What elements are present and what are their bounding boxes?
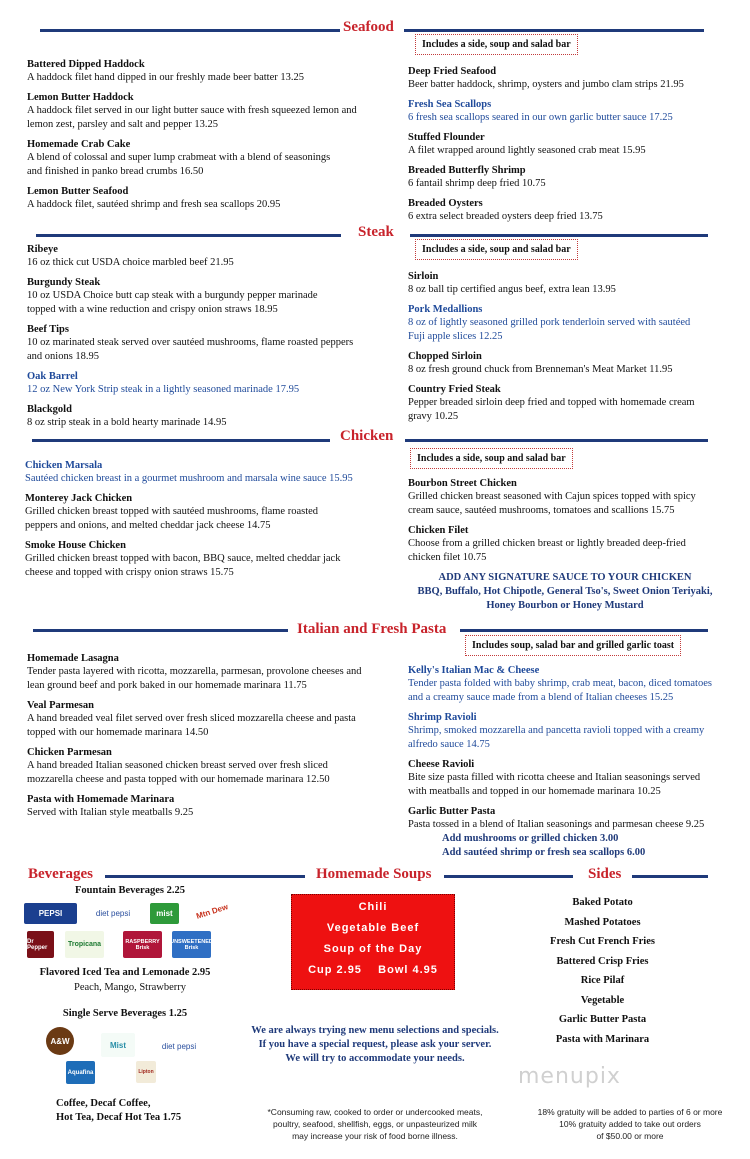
- menu-item: Fresh Sea Scallops 6 fresh sea scallops seared in our own garlic butter sauce 17.25: [408, 99, 673, 123]
- fountain-beverages-label: Fountain Beverages 2.25: [75, 885, 185, 896]
- unsweetened-brisk-logo-icon: UNSWEETENED Brisk: [172, 931, 211, 958]
- divider: [405, 439, 708, 442]
- side-item: Fresh Cut French Fries: [550, 936, 655, 947]
- menu-item: Sirloin 8 oz ball tip certified angus beef, extra lean 13.95: [408, 271, 616, 295]
- menu-item: Garlic Butter Pasta Pasta tossed in a blend of Italian seasonings and parmesan cheese 9.25: [408, 806, 705, 830]
- menu-item: Pork Medallions 8 oz of lightly seasoned grilled pork tenderloin served with sautéed Fuji apple slices 12.25: [408, 304, 691, 342]
- section-title-sides: Sides: [588, 866, 622, 882]
- menu-item: Battered Dipped Haddock A haddock filet hand dipped in our freshly made beer batter 13.25: [27, 59, 304, 83]
- steak-left-column: [27, 243, 362, 436]
- menu-item: Bourbon Street Chicken Grilled chicken breast seasoned with Cajun spices topped with spicy cream sauce, sautéed mushrooms, tomatoes and scallions 15.75: [408, 478, 696, 516]
- a-and-w-logo-icon: A&W: [46, 1027, 74, 1055]
- gratuity-note: 18% gratuity will be added to parties of 6 or more 10% gratuity added to take out orders of $50.00 or more: [537, 1107, 723, 1141]
- mist-twst-logo-icon: Mist: [101, 1033, 135, 1057]
- menu-item: Homemade Lasagna Tender pasta layered with ricotta, mozzarella, parmesan, provolone cheeses and lean ground beef and pork baked in our homemade marinara 11.75: [27, 653, 362, 691]
- menu-item: Oak Barrel 12 oz New York Strip steak in a lightly seasoned marinade 17.95: [27, 371, 300, 395]
- menu-item: Country Fried Steak Pepper breaded sirloin deep fried and topped with homemade cream gravy 10.25: [408, 384, 695, 422]
- iced-tea-label: Flavored Iced Tea and Lemonade 2.95: [39, 967, 211, 978]
- includes-note: Includes a side, soup and salad bar: [410, 448, 573, 469]
- tropicana-logo-icon: Tropicana: [65, 931, 104, 958]
- side-item: Mashed Potatoes: [564, 916, 641, 928]
- food-safety-warning: *Consuming raw, cooked to order or undercooked meats, poultry, seafood, shellfish, eggs, or unpasteurized milk may increase your risk of food borne illness.: [267, 1107, 483, 1141]
- menu-item: Chicken Marsala Sautéed chicken breast in a gourmet mushroom and marsala wine sauce 15.95: [25, 460, 353, 484]
- side-item: Battered Crisp Fries: [556, 955, 649, 967]
- menu-item: Lemon Butter Haddock A haddock filet served in our light butter sauce with fresh squeezed lemon and lemon zest, parsley and salt and pepper 13.25: [27, 92, 357, 130]
- menu-item: Chopped Sirloin 8 oz fresh ground chuck from Brenneman's Meat Market 11.95: [408, 351, 673, 375]
- steak-right-column: [408, 270, 708, 430]
- side-item: Pasta with Marinara: [555, 1033, 650, 1045]
- mist-logo-icon: mist: [150, 903, 179, 924]
- menu-item: Cheese Ravioli Bite size pasta filled with ricotta cheese and Italian seasonings served with meatballs and topped in our homemade marinara 10.25: [408, 759, 701, 797]
- menu-item: Kelly's Italian Mac & Cheese Tender pasta folded with baby shrimp, crab meat, bacon, diced tomatoes and a creamy sauce made from a blend of Italian cheeses 15.25: [408, 665, 712, 703]
- menu-item: Shrimp Ravioli Shrimp, smoked mozzarella and pancetta ravioli topped with a creamy alfredo sauce 14.75: [408, 712, 705, 750]
- lipton-logo-icon: Lipton: [136, 1061, 156, 1083]
- menu-item: Smoke House Chicken Grilled chicken breast topped with bacon, BBQ sauce, melted cheddar jack cheese and topped with crispy onion straws 15.75: [25, 540, 341, 578]
- menu-item: Ribeye 16 oz thick cut USDA choice marbled beef 21.95: [27, 244, 234, 268]
- pasta-left-column: [27, 652, 372, 826]
- divider: [460, 629, 708, 632]
- divider: [240, 875, 305, 878]
- side-item: Baked Potato: [572, 897, 633, 908]
- watermark: menupix: [518, 1064, 621, 1089]
- section-title-soups: Homemade Soups: [316, 866, 432, 882]
- menu-item: Chicken Parmesan A hand breaded Italian seasoned chicken breast served over fresh sliced mozzarella cheese and pasta topped with our homemade marinara 12.50: [27, 747, 330, 785]
- menu-item: Monterey Jack Chicken Grilled chicken breast topped with sautéed mushrooms, flame roasted peppers and onions, and melted cheddar jack cheese 14.75: [25, 493, 319, 531]
- includes-note: Includes a side, soup and salad bar: [415, 239, 578, 260]
- soup-item: Chili: [358, 901, 388, 913]
- section-title-seafood: Seafood: [343, 19, 394, 35]
- dr-pepper-logo-icon: Dr Pepper: [27, 931, 54, 958]
- soup-item: Vegetable Beef: [326, 922, 420, 934]
- soup-price: Cup 2.95 Bowl 4.95: [308, 964, 438, 976]
- diet-pepsi-logo-icon: diet pepsi: [88, 903, 138, 924]
- hot-drinks-label: Coffee, Decaf Coffee, Hot Tea, Decaf Hot Tea 1.75: [56, 1098, 182, 1123]
- divider: [500, 875, 573, 878]
- side-item: Vegetable: [580, 994, 625, 1006]
- side-item: Rice Pilaf: [580, 975, 625, 986]
- includes-note: Includes a side, soup and salad bar: [415, 34, 578, 55]
- section-title-chicken: Chicken: [340, 428, 394, 444]
- menu-item: Veal Parmesan A hand breaded veal filet served over fresh sliced mozzarella cheese and pasta topped with our homemade marinara 14.50: [27, 700, 356, 738]
- divider: [36, 234, 341, 237]
- section-title-pasta: Italian and Fresh Pasta: [297, 621, 447, 637]
- divider: [40, 29, 340, 32]
- pepsi-logo-icon: PEPSI: [24, 903, 77, 924]
- raspberry-brisk-logo-icon: RASPBERRY Brisk: [123, 931, 162, 958]
- divider: [404, 29, 704, 32]
- divider: [32, 439, 330, 442]
- iced-tea-flavors: Peach, Mango, Strawberry: [74, 982, 186, 993]
- menu-item: Burgundy Steak 10 oz USDA Choice butt cap steak with a burgundy pepper marinade topped with a wine reduction and crispy onion straws 18.95: [27, 277, 318, 315]
- menu-item: Lemon Butter Seafood A haddock filet, sautéed shrimp and fresh sea scallops 20.95: [27, 186, 281, 210]
- diet-pepsi-logo-icon: diet pepsi: [159, 1038, 199, 1054]
- section-title-beverages: Beverages: [28, 866, 93, 882]
- seafood-left-column: [27, 58, 367, 218]
- section-title-steak: Steak: [358, 224, 394, 240]
- mtn-dew-logo-icon: Mtn Dew: [191, 895, 232, 927]
- sides-list: [520, 893, 685, 1049]
- divider: [410, 234, 708, 237]
- aquafina-logo-icon: Aquafina: [66, 1061, 95, 1084]
- menu-item: Homemade Crab Cake A blend of colossal and super lump crabmeat with a blend of seasonings and finished in panko bread crumbs 16.50: [27, 139, 331, 177]
- includes-note: Includes soup, salad bar and grilled garlic toast: [465, 635, 681, 656]
- specials-note: We are always trying new menu selections and specials. If you have a special request, please ask your server. We will try to accommodate your needs.: [251, 1025, 499, 1064]
- menu-item: Deep Fried Seafood Beer batter haddock, shrimp, oysters and jumbo clam strips 21.95: [408, 66, 684, 90]
- menu-item: Pasta with Homemade Marinara Served with Italian style meatballs 9.25: [27, 794, 194, 818]
- divider: [632, 875, 708, 878]
- divider: [105, 875, 250, 878]
- pasta-right-column: [408, 664, 718, 860]
- single-serve-label: Single Serve Beverages 1.25: [62, 1008, 188, 1019]
- chicken-left-column: [25, 459, 370, 586]
- menu-item: Chicken Filet Choose from a grilled chicken breast or lightly breaded deep-fried chicken filet 10.75: [408, 525, 686, 563]
- seafood-right-column: [408, 65, 728, 230]
- menu-item: Stuffed Flounder A filet wrapped around lightly seasoned crab meat 15.95: [408, 132, 646, 156]
- menu-item: Beef Tips 10 oz marinated steak served over sautéed mushrooms, flame roasted peppers and onions 18.95: [27, 324, 354, 362]
- menu-item: Blackgold 8 oz strip steak in a bold hearty marinade 14.95: [27, 404, 227, 428]
- side-item: Garlic Butter Pasta: [558, 1014, 647, 1025]
- signature-sauce-note: ADD ANY SIGNATURE SAUCE TO YOUR CHICKEN BBQ, Buffalo, Hot Chipotle, General Tso's, Sweet Onion Teriyaki, Honey Bourbon or Honey Mustard: [417, 572, 713, 611]
- chicken-right-column: [408, 477, 708, 571]
- menu-item: Breaded Butterfly Shrimp 6 fantail shrimp deep fried 10.75: [408, 165, 546, 189]
- addon-note: Add sautéed shrimp or fresh sea scallops 6.00: [442, 847, 646, 858]
- addon-note: Add mushrooms or grilled chicken 3.00: [442, 833, 619, 844]
- soup-item: Soup of the Day: [323, 943, 423, 955]
- divider: [33, 629, 288, 632]
- soups-box: [291, 894, 455, 990]
- menu-item: Breaded Oysters 6 extra select breaded oysters deep fried 13.75: [408, 198, 603, 222]
